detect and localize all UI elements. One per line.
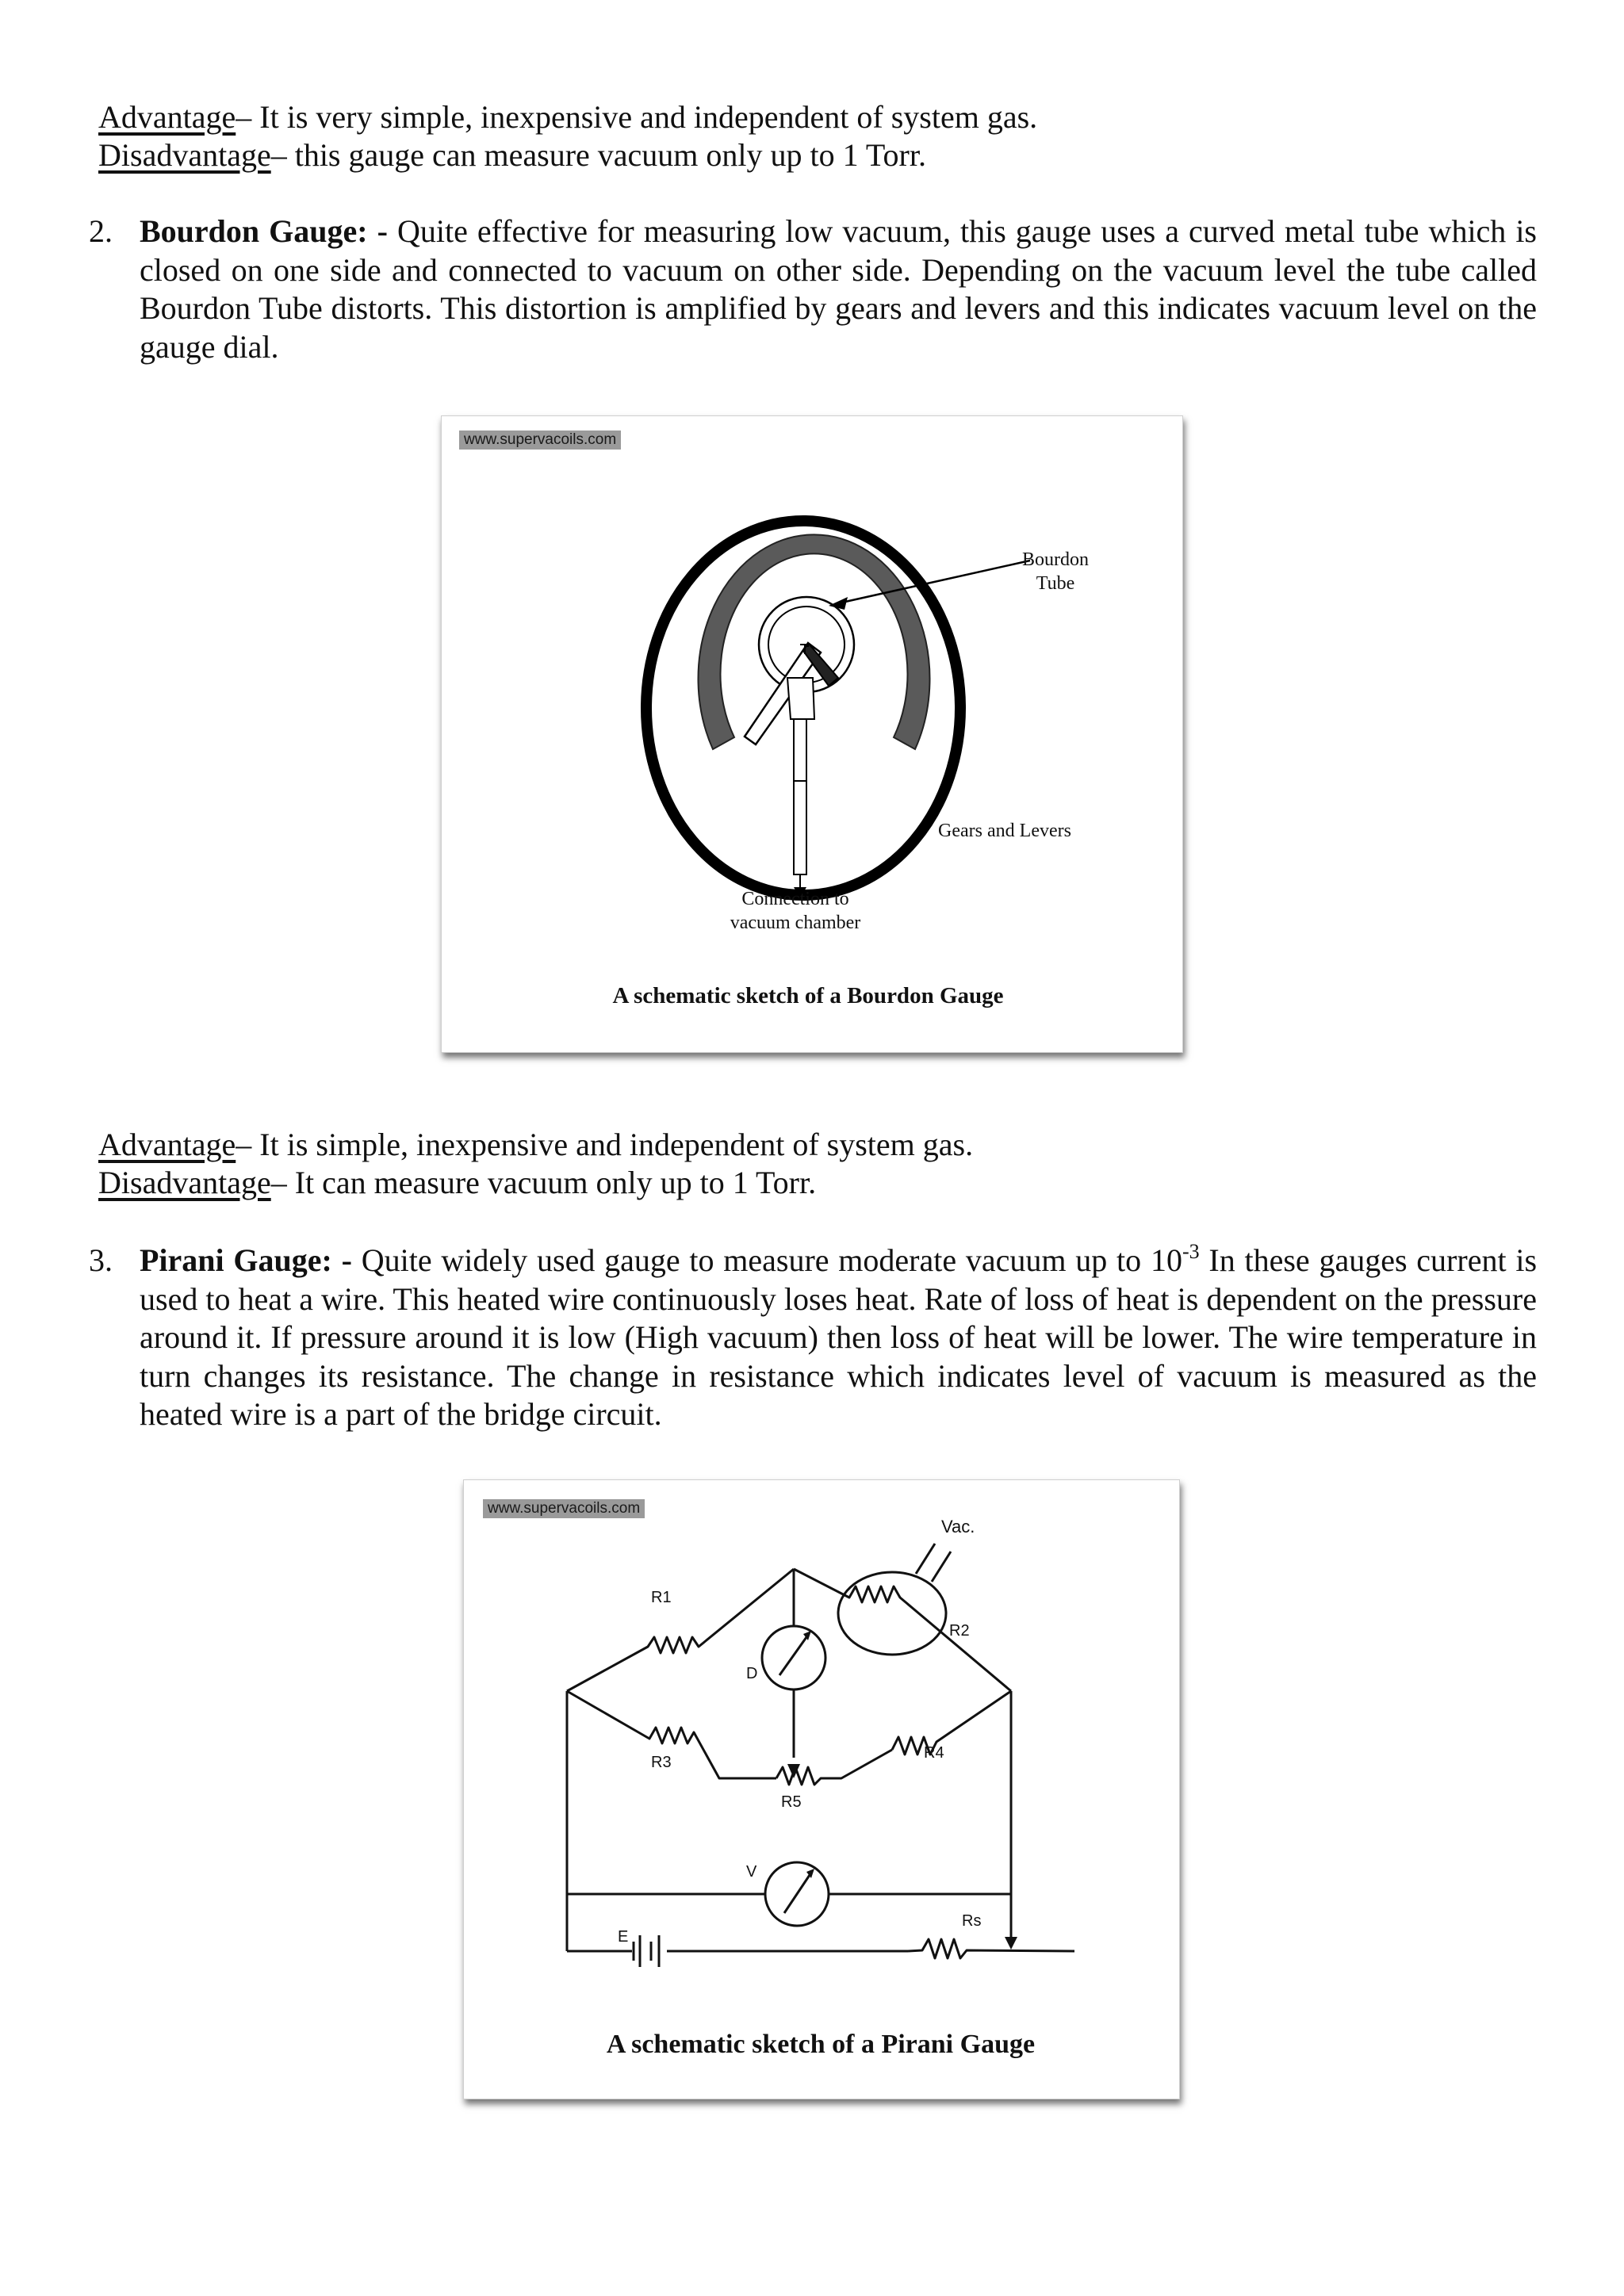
disadvantage-label-2: Disadvantage [98,1165,271,1200]
label-r4: R4 [924,1744,944,1762]
disadvantage-text: – this gauge can measure vacuum only up to 1 Torr. [270,137,926,173]
pirani-paragraph [140,1239,1538,1434]
pirani-text-1: Quite widely used gauge to measure moderate vacuum up to 10 [351,1242,1182,1278]
bourdon-figure [441,415,1183,1053]
label-v: V [746,1863,757,1881]
label-r5: R5 [781,1793,802,1811]
r1-resistor [567,1569,794,1691]
label-gears-levers: Gears and Levers [938,821,1071,841]
label-connection-1: Connection to [741,889,849,909]
pirani-watermark: www.supervacoils.com [483,1499,645,1518]
pirani-sup: -3 [1182,1239,1200,1263]
label-rs: Rs [962,1912,982,1930]
disadvantage-line-2 [98,1164,816,1202]
vacuum-bulb [838,1572,946,1655]
d-meter [762,1626,825,1689]
advantage-line-1 [98,98,1037,136]
pirani-circuit-diagram [464,1480,1179,2099]
bourdon-paragraph [140,212,1537,366]
bourdon-text: Quite effective for measuring low vacuum, this gauge uses a curved metal tube which is closed on one side and connected to vacuum on other side. Depending on the vacuum level the tube called Bourdon Tube distorts. This distortion is amplified by gears and levers and this indicates vacuum level on the gauge dial. [140,213,1538,365]
label-connection-2: vacuum chamber [730,913,861,933]
label-r3: R3 [651,1754,672,1771]
advantage-text: – It is very simple, inexpensive and independent of system gas. [236,99,1038,135]
advantage-line-2 [98,1126,973,1164]
label-vac: Vac. [941,1517,975,1536]
r3-resistor [567,1691,776,1778]
disadvantage-label: Disadvantage [98,137,271,173]
label-e: E [618,1928,629,1946]
disadvantage-line-1 [98,136,926,174]
bourdon-watermark: www.supervacoils.com [459,430,621,450]
pirani-number: 3. [89,1242,113,1278]
label-r2: R2 [949,1622,970,1640]
label-r1: R1 [651,1589,672,1606]
pirani-text-2: In these gauges current is used to heat a wire. This heated wire continuously loses heat. Rate of loss of heat is dependent on the pressure around it. If pressure around it is low (High vacuum) then loss of heat will be lower. The wire temperature in turn changes its resistance. The change in resistance which indicates level of vacuum is measured as the heated wire is a part of the bridge circuit. [140,1242,1538,1432]
r4-resistor [892,1691,1011,1755]
label-d: D [746,1665,758,1682]
label-bourdon-tube-2: Tube [1036,573,1075,594]
r2-resistor [794,1569,1011,1691]
rs-arrow [1005,1937,1017,1950]
bourdon-number: 2. [89,213,113,249]
advantage-label: Advantage [98,99,236,135]
bourdon-caption: A schematic sketch of a Bourdon Gauge [612,983,1004,1008]
pirani-figure [463,1479,1180,2099]
connection-tube [794,719,806,874]
label-bourdon-tube-1: Bourdon [1022,549,1089,570]
pirani-caption: A schematic sketch of a Pirani Gauge [606,2030,1036,2059]
rs-resistor [908,1939,1074,1958]
pirani-title: Pirani Gauge: - [140,1242,352,1278]
disadvantage-text-2: – It can measure vacuum only up to 1 Torr. [270,1165,817,1200]
bourdon-gauge-diagram [442,416,1182,1052]
bourdon-title: Bourdon Gauge: - [140,213,388,249]
advantage-label-2: Advantage [98,1127,236,1162]
advantage-text-2: – It is simple, inexpensive and independent of system gas. [236,1127,974,1162]
